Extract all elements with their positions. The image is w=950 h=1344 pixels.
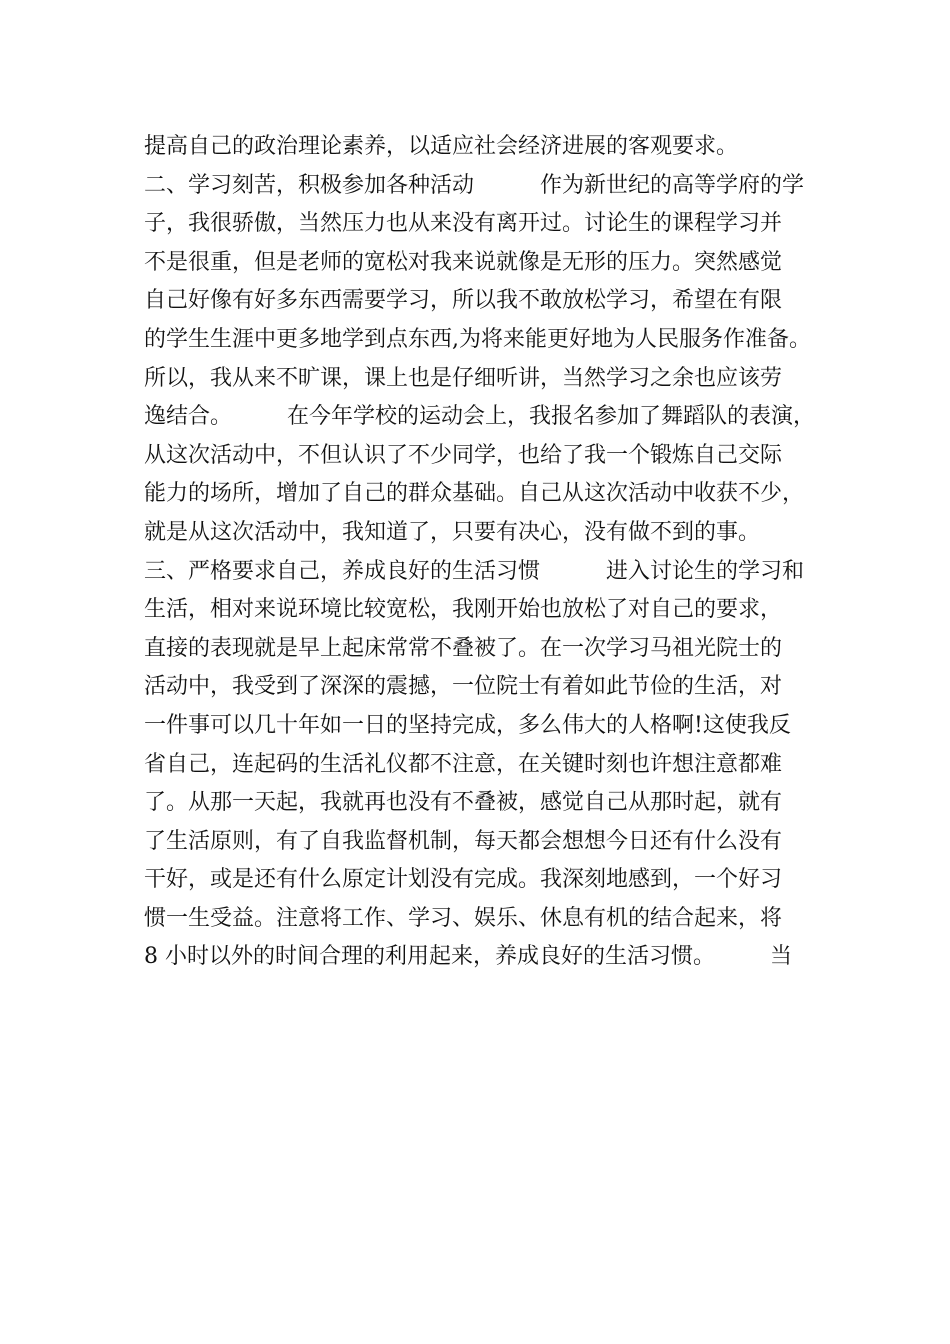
text-line: 二、学习刻苦，积极参加各种活动 作为新世纪的高等学府的学 [144, 172, 805, 198]
text-line: 了。从那一天起，我就再也没有不叠被，感觉自己从那时起，就有 [144, 790, 783, 816]
text-line: 从这次活动中，不但认识了不少同学，也给了我一个锻炼自己交际 [144, 442, 783, 468]
text-line: 三、严格要求自己，养成良好的生活习惯 进入讨论生的学习和 [144, 558, 805, 584]
text-line: 直接的表现就是早上起床常常不叠被了。在一次学习马祖光院士的 [144, 635, 783, 661]
text-line: 生活，相对来说环境比较宽松，我刚开始也放松了对自己的要求， [144, 597, 783, 623]
text-line: 活动中，我受到了深深的震撼，一位院士有着如此节俭的生活，对 [144, 674, 783, 700]
text-line: 所以，我从来不旷课，课上也是仔细听讲，当然学习之余也应该劳 [144, 365, 783, 391]
text-line: 惯一生受益。注意将工作、学习、娱乐、休息有机的结合起来，将 [144, 905, 783, 931]
text-line: 的学生生涯中更多地学到点东西,为将来能更好地为人民服务作准备。 [144, 326, 811, 352]
text-line: 提高自己的政治理论素养，以适应社会经济进展的客观要求。 [144, 134, 739, 159]
text-line: 干好，或是还有什么原定计划没有完成。我深刻地感到，一个好习 [144, 867, 783, 893]
text-line: 就是从这次活动中，我知道了，只要有决心，没有做不到的事。 [144, 519, 761, 545]
text-line: 一件事可以几十年如一日的坚持完成，多么伟大的人格啊!这使我反 [144, 712, 791, 738]
text-line: 自己好像有好多东西需要学习，所以我不敢放松学习，希望在有限 [144, 288, 783, 314]
text-line: 能力的场所，增加了自己的群众基础。自己从这次活动中收获不少， [144, 481, 805, 507]
text-line: 8 小时以外的时间合理的利用起来，养成良好的生活习惯。 当 [144, 944, 792, 970]
text-line: 子，我很骄傲，当然压力也从来没有离开过。讨论生的课程学习并 [144, 211, 783, 237]
text-line: 逸结合。 在今年学校的运动会上，我报名参加了舞蹈队的表演， [144, 404, 816, 430]
text-line: 省自己，连起码的生活礼仪都不注意，在关键时刻也许想注意都难 [144, 751, 783, 777]
body-text [144, 128, 824, 977]
text-line: 了生活原则，有了自我监督机制，每天都会想想今日还有什么没有 [144, 828, 783, 854]
text-line: 不是很重，但是老师的宽松对我来说就像是无形的压力。突然感觉 [144, 249, 783, 275]
